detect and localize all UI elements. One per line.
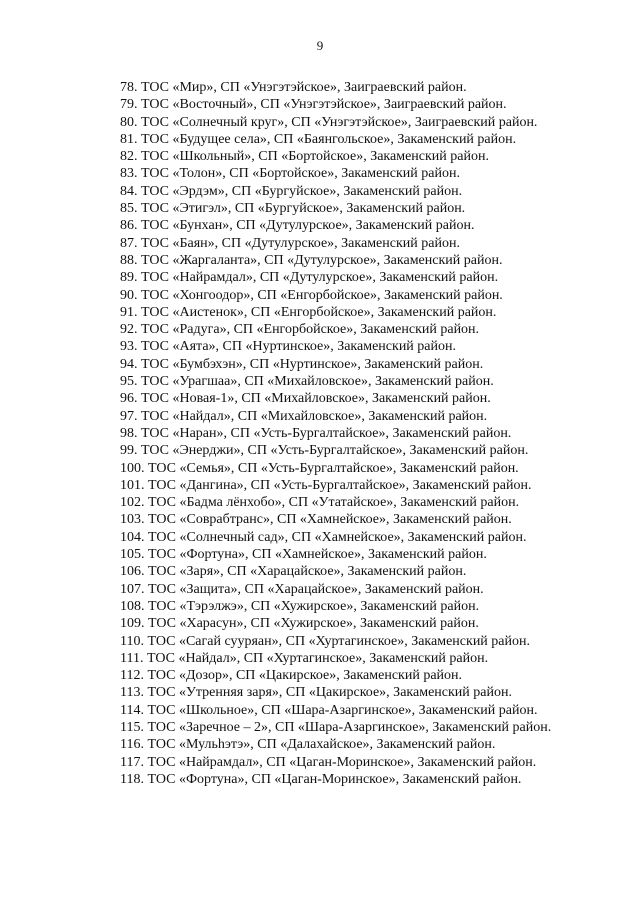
list-item: 99. ТОС «Энерджи», СП «Усть-Бургалтайское», Закаменский район.: [120, 443, 529, 459]
list-item: 108. ТОС «Тэрэлжэ», СП «Хужирское», Закаменский район.: [120, 598, 480, 614]
list-item: 118. ТОС «Фортуна», СП «Цаган-Моринское», Закаменский район.: [120, 771, 522, 787]
list-item: 79. ТОС «Восточный», СП «Унэгэтэйское», Заиграевский район.: [120, 97, 507, 113]
list-item: 83. ТОС «Толон», СП «Бортойское», Закаменский район.: [120, 166, 460, 182]
list-item: 103. ТОС «Соврабтранс», СП «Хамнейское», Закаменский район.: [120, 512, 512, 528]
list-item: 100. ТОС «Семья», СП «Усть-Бургалтайское», Закаменский район.: [120, 460, 519, 476]
list-item: 117. ТОС «Найрамдал», СП «Цаган-Моринское», Закаменский район.: [120, 754, 537, 770]
list-item: 98. ТОС «Наран», СП «Усть-Бургалтайское», Закаменский район.: [120, 425, 512, 441]
list-item: 87. ТОС «Баян», СП «Дутулурское», Закаменский район.: [120, 235, 460, 251]
list-item: 113. ТОС «Утренняя заря», СП «Цакирское», Закаменский район.: [120, 685, 512, 701]
list-item: 95. ТОС «Урагшаа», СП «Михайловское», Закаменский район.: [120, 374, 494, 390]
list-item: 91. ТОС «Аистенок», СП «Енгорбойское», Закаменский район.: [120, 304, 497, 320]
list-item: 110. ТОС «Сагай сууряан», СП «Хуртагинское», Закаменский район.: [120, 633, 530, 649]
list-item: 104. ТОС «Солнечный сад», СП «Хамнейское», Закаменский район.: [120, 529, 527, 545]
list-item: 115. ТОС «Заречное – 2», СП «Шара-Азаргинское», Закаменский район.: [120, 719, 552, 735]
list-item: 112. ТОС «Дозор», СП «Цакирское», Закаменский район.: [120, 668, 463, 684]
list-item: 92. ТОС «Радуга», СП «Енгорбойское», Закаменский район.: [120, 322, 480, 338]
list-item: 86. ТОС «Бунхан», СП «Дутулурское», Закаменский район.: [120, 218, 475, 234]
list-item: 102. ТОС «Бадма лёнхобо», СП «Утатайское», Закаменский район.: [120, 495, 520, 511]
list-item: 89. ТОС «Найрамдал», СП «Дутулурское», Закаменский район.: [120, 270, 499, 286]
list-item: 78. ТОС «Мир», СП «Унэгэтэйское», Заиграевский район.: [120, 80, 467, 95]
list-item: 116. ТОС «Мульһэтэ», СП «Далахайское», Закаменский район.: [120, 737, 496, 753]
list-item: 81. ТОС «Будущее села», СП «Баянгольское», Закаменский район.: [120, 131, 517, 147]
list-item: 101. ТОС «Дангина», СП «Усть-Бургалтайское», Закаменский район.: [120, 477, 532, 493]
list-item: 82. ТОС «Школьный», СП «Бортойское», Закаменский район.: [120, 149, 489, 165]
list-item: 114. ТОС «Школьное», СП «Шара-Азаргинское», Закаменский район.: [120, 702, 538, 718]
list-item: 107. ТОС «Защита», СП «Харацайское», Закаменский район.: [120, 581, 484, 597]
list-item: 80. ТОС «Солнечный круг», СП «Унэгэтэйское», Заиграевский район.: [120, 114, 538, 130]
list-item: 93. ТОС «Аята», СП «Нуртинское», Закаменский район.: [120, 339, 456, 355]
list-item: 85. ТОС «Этигэл», СП «Бургуйское», Закаменский район.: [120, 201, 466, 217]
page-number: 9: [316, 38, 324, 53]
list-item: 90. ТОС «Хонгоодор», СП «Енгорбойское», Закаменский район.: [120, 287, 503, 303]
list-item: 111. ТОС «Найдал», СП «Хуртагинское», Закаменский район.: [120, 650, 489, 666]
tos-list: [85, 79, 571, 788]
list-item: 105. ТОС «Фортуна», СП «Хамнейское», Закаменский район.: [120, 547, 487, 563]
list-item: 94. ТОС «Бумбэхэн», СП «Нуртинское», Закаменский район.: [120, 356, 484, 372]
list-item: 97. ТОС «Найдал», СП «Михайловское», Закаменский район.: [120, 408, 488, 424]
list-item: 106. ТОС «Заря», СП «Харацайское», Закаменский район.: [120, 564, 467, 580]
list-item: 109. ТОС «Харасун», СП «Хужирское», Закаменский район.: [120, 616, 479, 632]
list-item: 96. ТОС «Новая-1», СП «Михайловское», Закаменский район.: [120, 391, 491, 407]
list-item: 88. ТОС «Жаргаланта», СП «Дутулурское», Закаменский район.: [120, 252, 503, 268]
list-item: 84. ТОС «Эрдэм», СП «Бургуйское», Закаменский район.: [120, 183, 463, 199]
